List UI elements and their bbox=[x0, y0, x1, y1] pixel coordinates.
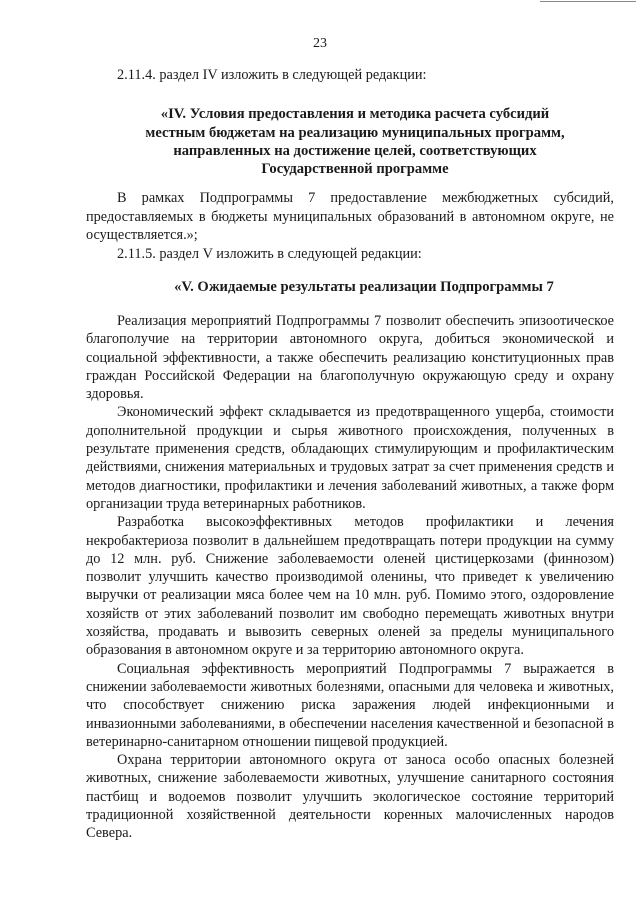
document-body bbox=[86, 66, 614, 843]
section-4-heading-line: направленных на достижение целей, соответствующих bbox=[173, 142, 537, 159]
scan-edge-line bbox=[540, 1, 636, 2]
paragraph: Экономический эффект складывается из предотвращенного ущерба, стоимости дополнительной продукции и сырья животного происхождения, полученных в результате применения средств, обладающих стимулирующим и профилактическим действиями, снижения материальных и трудовых затрат за счет применения средств и методов диагностики, профилактики и лечения заболеваний животных, а также форм организации труда ветеринарных работников. bbox=[86, 404, 614, 512]
section-4-heading-line: Государственной программе bbox=[261, 161, 449, 178]
section-5-heading: «V. Ожидаемые результаты реализации Подпрограммы 7 bbox=[174, 278, 554, 295]
paragraph: Охрана территории автономного округа от заноса особо опасных болезней животных, снижение заболеваемости животных, улучшение санитарного состояния пастбищ и водоемов позволит улучшить экологическое состояние территорий традиционной хозяйственной деятельности коренных малочисленных народов Севера. bbox=[86, 752, 614, 842]
paragraph: Разработка высокоэффективных методов профилактики и лечения некробактериоза позволит в дальнейшем предотвращать потери продукции на сумму до 12 млн. руб. Снижение заболеваемости оленей цистицеркозами (финнозом) позволит улучшить качество производимой оленины, что приведет к увеличению выручки от реализации мяса более чем на 10 млн. руб. Помимо этого, оздоровление хозяйств от этих заболеваний позволит им свободно перемещать животных внутри хозяйства, продавать и вывозить северных оленей за пределы муниципального образования в автономном округе и за территорию автономного округа. bbox=[86, 514, 614, 659]
paragraph: Социальная эффективность мероприятий Подпрограммы 7 выражается в снижении заболеваемости животных болезнями, опасными для человека и животных, что способствует снижению риска заражения людей инфекционными и инвазионными заболеваниями, в обеспечении населения качественной и безопасной в ветеринарно-санитарном отношении пищевой продукцией. bbox=[86, 660, 614, 750]
section-4-heading bbox=[86, 105, 614, 178]
item-2-11-5: 2.11.5. раздел V изложить в следующей редакции: bbox=[117, 246, 422, 263]
paragraph: Реализация мероприятий Подпрограммы 7 позволит обеспечить эпизоотическое благополучие на территории автономного округа, добиться экономической и социальной эффективности, а также обеспечить реализацию конституционных прав граждан Российской Федерации на благополучную окружающую среду и охрану здоровья. bbox=[86, 312, 614, 403]
section-4-text: В рамках Подпрограммы 7 предоставление межбюджетных субсидий, предоставляемых в бюджеты муниципальных образований в автономном округе, не осуществляется.»; bbox=[86, 190, 614, 244]
item-2-11-4: 2.11.4. раздел IV изложить в следующей редакции: bbox=[117, 67, 427, 83]
page-number: 23 bbox=[313, 36, 327, 51]
section-4-heading-line: местным бюджетам на реализацию муниципальных программ, bbox=[145, 124, 565, 141]
section-4-heading-line: «IV. Условия предоставления и методика расчета субсидий bbox=[160, 106, 550, 123]
